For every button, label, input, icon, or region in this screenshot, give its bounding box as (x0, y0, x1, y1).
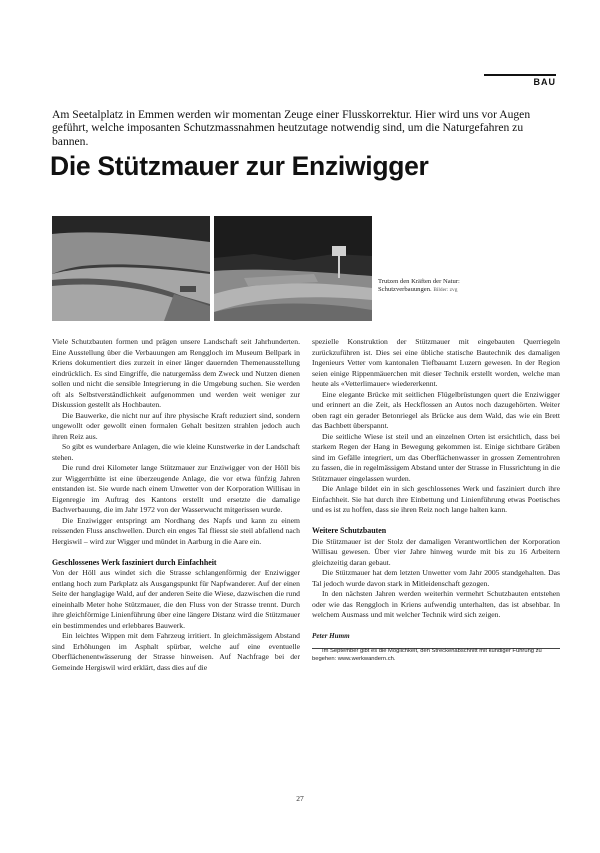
paragraph: Ein leichtes Wippen mit dem Fahrzeug irritiert. In gleichmässigem Abstand sind Erhöhungen im Asphalt spürbar, welche auf eine eventuelle Oberflächenentwässerung der Strasse hinweisen. Auf Nachfrage bei der Gemeinde Hergiswil wird erklärt, dass dies auf die (52, 631, 300, 672)
footnote: Im September gibt es die Möglichkeit, den Streckenabschnitt mit kundiger Führung zu begehen: www.werkwandern.ch. (312, 648, 542, 662)
author-name: Peter Humm (312, 632, 350, 640)
page-number: 27 (296, 794, 304, 803)
paragraph: Die Enziwigger entspringt am Nordhang des Napfs und kann zu einem reissenden Fluss anschwellen. Durch ein enges Tal fliesst sie steil abfallend nach Hergiswil – wird zur Wigger und mündet in Aarburg in die Aare ein. (52, 515, 300, 546)
subheading: Weitere Schutzbauten (312, 526, 387, 535)
paragraph: Die Stützmauer hat dem letzten Unwetter vom Jahr 2005 standgehalten. Das Tal jedoch wurde davon stark in Mitleidenschaft gezogen. (312, 568, 560, 588)
paragraph: Die Anlage bildet ein in sich geschlossenes Werk und fasziniert durch ihre Einfachheit. Sie hat durch ihre Einbettung und Linienführung etwas Poetisches und es ist zu hoffen, dass sie ihren Reiz noch lange halten kann. (312, 484, 560, 514)
paragraph: Viele Schutzbauten formen und prägen unsere Landschaft seit Jahrhunderten. Eine Ausstellung über die Verbauungen am Renggloch im Museum Bellpark in Kriens dokumentiert dies zurzeit in einer länger dauernden Themenausstellung eindrücklich. Es sind Eingriffe, die naturgemäss dem Zweck und Nutzen dienen sollen und nicht die sensible Integrierung in die Umgebung suchen. Sie werden oft als Selbstverständlichkeit aufgenommen und werden weit weniger zur Diskussion gestellt als Hochbauten. (52, 337, 300, 409)
paragraph: Die rund drei Kilometer lange Stützmauer zur Enziwigger von der Höll bis zur Wiggerrhütte ist eine überzeugende Anlage, die vor etwa fünfzig Jahren entstanden ist. Sie wurde nach einem Unwetter von der Korporation Willisau in Eigenregie im Auftrag des Kantons erstellt und ersetzte die damalige Bachverbauung, die im Jahr 1972 von der Wasserwucht mitgerissen wurde. (52, 463, 300, 514)
lead-paragraph: Am Seetalplatz in Emmen werden wir momentan Zeuge einer Flusskorrektur. Hier wird uns vor Augen geführt, welche imposanten Schutzmassnahmen heutzutage notwendig sind, um die Naturgefahren zu bannen. (52, 108, 531, 148)
text-column-right (312, 337, 560, 663)
paragraph: Eine elegante Brücke mit seitlichen Flügelbrüstungen quert die Enziwigger und erinnert an die Zeit, als Heckflossen an Autos noch dazugehörten. Weiter oben ragt ein gerader Betonriegel als Brücke aus dem Wald, das wie ein Brett das Bachbett überspannt. (312, 389, 560, 430)
paragraph: Die Stützmauer ist der Stolz der damaligen Verantwortlichen der Korporation Willisau gewesen. Über vier Jahre hinweg wurde mit bis zu 16 Arbeitern gleichzeitig daran gebaut. (312, 536, 560, 567)
subheading: Geschlossenes Werk fasziniert durch Einfachheit (52, 557, 217, 567)
photo-caption (378, 278, 498, 294)
paragraph: In den nächsten Jahren werden weiterhin vermehrt Schutzbauten entstehen oder wie das Renggloch in Kriens aufwendig unterhalten, das ist absehbar. In welchem Ausmass und mit welcher Technik wird sich zeigen. (312, 589, 560, 619)
paragraph: Von der Höll aus windet sich die Strasse schlangenförmig der Enziwigger entlang hoch zum Parkplatz als Ausgangspunkt für Napfwanderer. Auf der einen Seite der hanglagige Wald, auf der anderen Seite die Wiese, dazwischen die rund eineinhalb Meter hohe Stützmauer, die den Fluss von der Strasse trennt. Durch ihre gleichförmige Linienführung über eine längere Distanz wird die Stützmauer ein bestimmendes und erlebbares Bauwerk. (52, 568, 300, 630)
photo-wall-and-meadow (52, 216, 210, 321)
photo-credit: Bilder: zvg (433, 287, 458, 293)
caption-text: Trutzen den Kräften der Natur: Schutzverbauungen. (378, 278, 460, 293)
paragraph: Die Bauwerke, die nicht nur auf ihre physische Kraft reduziert sind, sondern ungewollt oder gewollt einen formalen Gehalt besitzen strahlen jedoch auch ihren Reiz aus. (52, 410, 300, 441)
article-title: Die Stützmauer zur Enziwigger (50, 151, 429, 181)
paragraph: Die seitliche Wiese ist steil und an einzelnen Orten ist ersichtlich, dass bei starkem Regen der Hang in Bewegung gekommen ist. Einige sichtbare Gräben sind im Gefälle integriert, um das Oberflächenwasser in grossen Zementrohren zu fassen, die in regelmässigem Abstand unter der Strasse in Flussrichtung in die Stützmauer eingelassen wurden. (312, 431, 560, 483)
paragraph: So gibt es wunderbare Anlagen, die wie kleine Kunstwerke in der Landschaft stehen. (52, 442, 300, 462)
paragraph: spezielle Konstruktion der Stützmauer mit eingebauten Querriegeln zurückzuführen ist. Dies sei eine übliche statische Bautechnik des damaligen Ingenieurs Vetter vom kantonalen Tiefbauamt Luzern gewesen. In der Region seien einige Rippenmäuerchen mit dieser Technik erstellt worden, welche man heute als «Vetterlimauer» wiedererkennt. (312, 337, 560, 388)
photo-bridge-and-road (214, 216, 372, 321)
section-rule (484, 74, 556, 76)
section-label: BAU (533, 77, 556, 87)
text-column-left (52, 337, 300, 673)
